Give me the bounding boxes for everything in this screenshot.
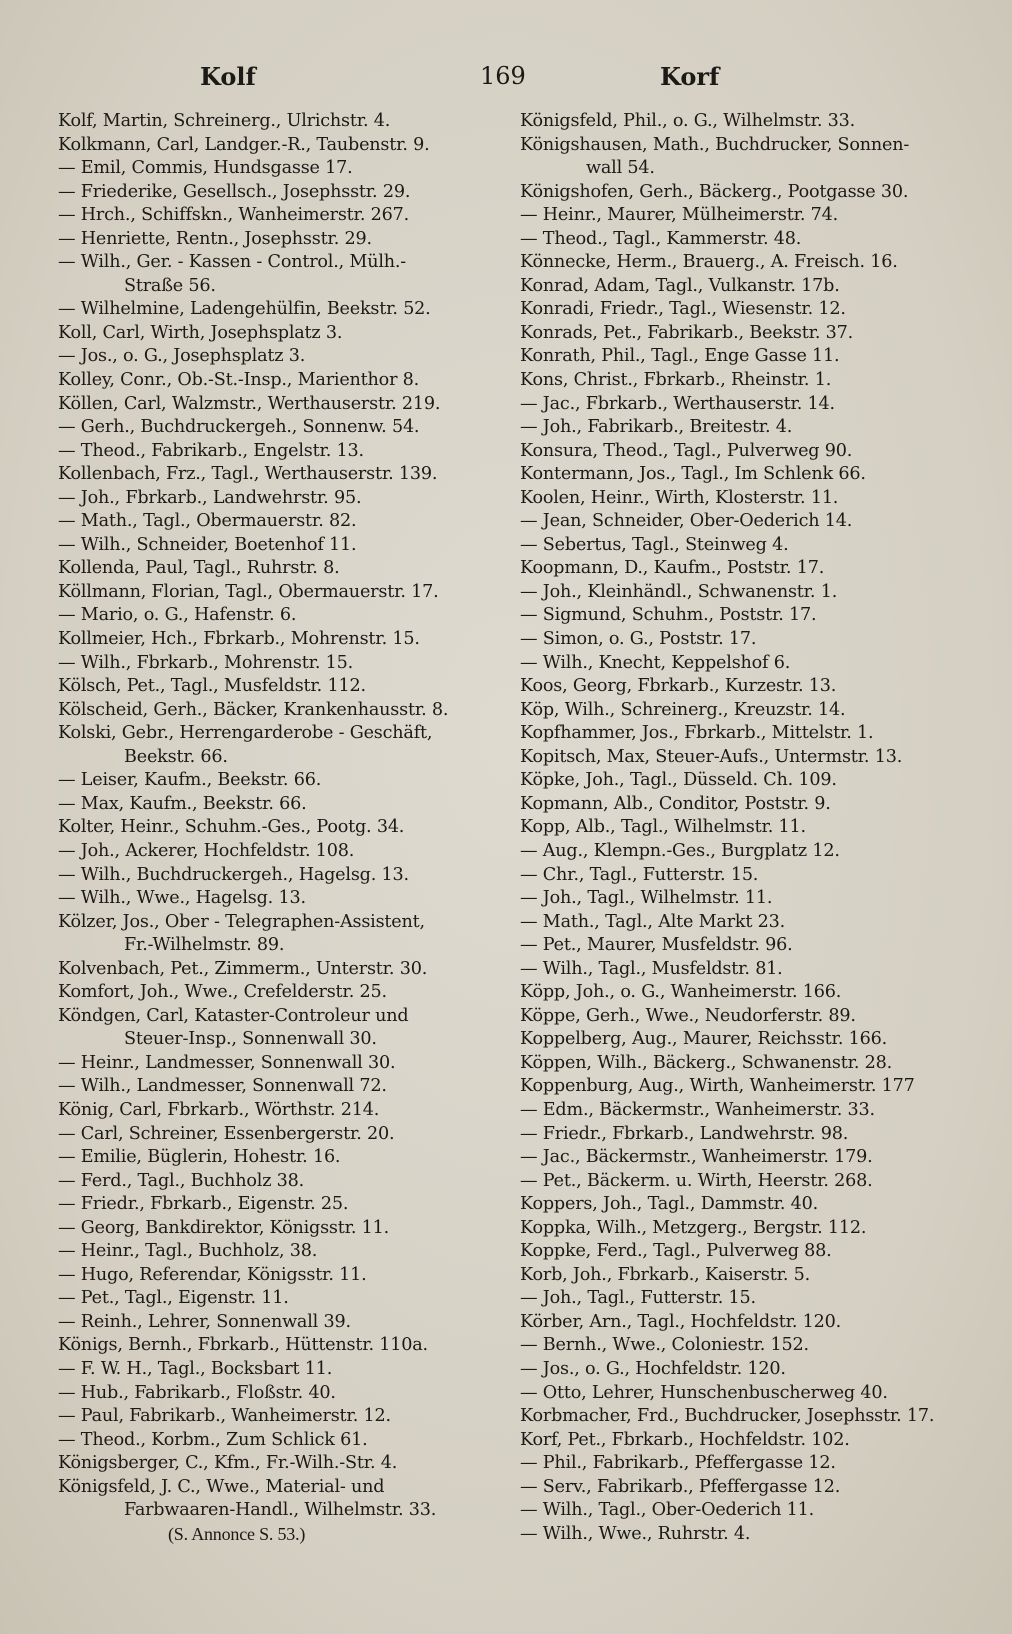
directory-entry: — Edm., Bäckermstr., Wanheimerstr. 33. [520,1099,875,1120]
directory-entry: Konsura, Theod., Tagl., Pulverweg 90. [520,440,853,461]
page-number: 169 [480,62,526,90]
directory-entry: — Ferd., Tagl., Buchholz 38. [58,1170,305,1191]
directory-entry: Kopp, Alb., Tagl., Wilhelmstr. 11. [520,817,806,838]
directory-entry: — Aug., Klempn.-Ges., Burgplatz 12. [520,840,840,861]
directory-entry: — Friederike, Gesellsch., Josephsstr. 29. [58,181,411,202]
directory-entry: — Joh., Fabrikarb., Breitestr. 4. [520,417,793,438]
directory-entry: Köpke, Joh., Tagl., Düsseld. Ch. 109. [520,770,837,791]
directory-entry: Königsberger, C., Kfm., Fr.-Wilh.-Str. 4. [58,1453,398,1474]
directory-entry: — Otto, Lehrer, Hunschenbuscherweg 40. [520,1382,888,1403]
directory-entry: — Jos., o. G., Josephsplatz 3. [58,346,306,367]
header-left-keyword: Kolf [200,62,256,91]
directory-entry: Korbmacher, Frd., Buchdrucker, Josephsstr. 17. [520,1406,935,1427]
directory-entry: — Joh., Kleinhändl., Schwanenstr. 1. [520,581,838,602]
directory-entry: — Theod., Korbm., Zum Schlick 61. [58,1429,368,1450]
directory-entry: Kolley, Conr., Ob.-St.-Insp., Marienthor 8. [58,370,420,391]
directory-entry: Königsfeld, J. C., Wwe., Material- und [58,1476,385,1497]
directory-entry: Koos, Georg, Fbrkarb., Kurzestr. 13. [520,676,837,697]
directory-entry: — Heinr., Maurer, Mülheimerstr. 74. [520,205,839,226]
directory-entry: — Hub., Fabrikarb., Floßstr. 40. [58,1382,336,1403]
directory-entry: Koppers, Joh., Tagl., Dammstr. 40. [520,1194,819,1215]
directory-entry: — Reinh., Lehrer, Sonnenwall 39. [58,1311,351,1332]
directory-entry: — Wilh., Schneider, Boetenhof 11. [58,534,357,555]
directory-entry: — Jean, Schneider, Ober-Oederich 14. [520,511,853,532]
annonce-note: (S. Annonce S. 53.) [168,1523,306,1544]
directory-entry: Köppe, Gerh., Wwe., Neudorferstr. 89. [520,1005,856,1026]
directory-entry: Konrath, Phil., Tagl., Enge Gasse 11. [520,346,840,367]
directory-entry: — Georg, Bankdirektor, Königsstr. 11. [58,1217,390,1238]
directory-entry: — Gerh., Buchdruckergeh., Sonnenw. 54. [58,417,420,438]
directory-entry: Konrad, Adam, Tagl., Vulkanstr. 17b. [520,275,840,296]
directory-entry: — Heinr., Tagl., Buchholz, 38. [58,1241,318,1262]
directory-entry: Kölsch, Pet., Tagl., Musfeldstr. 112. [58,676,366,697]
directory-entry: Köppen, Wilh., Bäckerg., Schwanenstr. 28. [520,1052,893,1073]
directory-entry: — Emil, Commis, Hundsgasse 17. [58,158,353,179]
directory-entry: Konrads, Pet., Fabrikarb., Beekstr. 37. [520,322,854,343]
directory-entry: Kontermann, Jos., Tagl., Im Schlenk 66. [520,464,866,485]
directory-entry: Kollenda, Paul, Tagl., Ruhrstr. 8. [58,558,340,579]
directory-entry: Kolter, Heinr., Schuhm.-Ges., Pootg. 34. [58,817,405,838]
directory-entry: Könnecke, Herm., Brauerg., A. Freisch. 16. [520,252,898,273]
directory-entry: — Pet., Bäckerm. u. Wirth, Heerstr. 268. [520,1170,873,1191]
directory-entry: — Leiser, Kaufm., Beekstr. 66. [58,770,322,791]
directory-entry: König, Carl, Fbrkarb., Wörthstr. 214. [58,1099,380,1120]
directory-entry: Königshofen, Gerh., Bäckerg., Pootgasse 30. [520,181,909,202]
directory-entry: — Hugo, Referendar, Königsstr. 11. [58,1264,367,1285]
directory-entry: — Theod., Fabrikarb., Engelstr. 13. [58,440,364,461]
directory-entry: Kollmeier, Hch., Fbrkarb., Mohrenstr. 15. [58,629,420,650]
directory-entry: Koppelberg, Aug., Maurer, Reichsstr. 166. [520,1029,887,1050]
directory-entry: Koll, Carl, Wirth, Josephsplatz 3. [58,322,343,343]
directory-entry: Komfort, Joh., Wwe., Crefelderstr. 25. [58,982,387,1003]
directory-entry: — Wilh., Wwe., Ruhrstr. 4. [520,1523,751,1544]
directory-entry: — Mario, o. G., Hafenstr. 6. [58,605,297,626]
directory-entry: Koppenburg, Aug., Wirth, Wanheimerstr. 177 [520,1076,915,1097]
directory-entry: — Emilie, Büglerin, Hohestr. 16. [58,1147,341,1168]
page-header [0,62,1012,102]
directory-entry: Köpp, Joh., o. G., Wanheimerstr. 166. [520,982,842,1003]
directory-entry: — Joh., Fbrkarb., Landwehrstr. 95. [58,487,362,508]
directory-entry: — Phil., Fabrikarb., Pfeffergasse 12. [520,1453,836,1474]
directory-entry: — Heinr., Landmesser, Sonnenwall 30. [58,1052,396,1073]
directory-entry: Kolvenbach, Pet., Zimmerm., Unterstr. 30. [58,958,428,979]
directory-entry: — Wilh., Tagl., Musfeldstr. 81. [520,958,783,979]
directory-entry: Koppka, Wilh., Metzgerg., Bergstr. 112. [520,1217,867,1238]
directory-entry: — Max, Kaufm., Beekstr. 66. [58,793,307,814]
directory-entry: — Sigmund, Schuhm., Poststr. 17. [520,605,817,626]
directory-entry: Straße 56. [124,275,216,296]
directory-entry: — Wilh., Fbrkarb., Mohrenstr. 15. [58,652,354,673]
directory-entry: — Sebertus, Tagl., Steinweg 4. [520,534,789,555]
directory-entry: — Joh., Ackerer, Hochfeldstr. 108. [58,840,355,861]
directory-entry: — Wilhelmine, Ladengehülfin, Beekstr. 52. [58,299,431,320]
directory-entry: — Wilh., Tagl., Ober-Oederich 11. [520,1500,815,1521]
directory-entry: — Friedr., Fbrkarb., Landwehrstr. 98. [520,1123,849,1144]
directory-entry: Kölzer, Jos., Ober - Telegraphen-Assistent, [58,911,425,932]
directory-entry: — Hrch., Schiffskn., Wanheimerstr. 267. [58,205,409,226]
directory-entry: — Pet., Tagl., Eigenstr. 11. [58,1288,289,1309]
directory-entry: — Serv., Fabrikarb., Pfeffergasse 12. [520,1476,841,1497]
directory-entry: — Wilh., Knecht, Keppelshof 6. [520,652,791,673]
left-column [58,110,498,1546]
directory-entry: — Simon, o. G., Poststr. 17. [520,629,757,650]
directory-entry: — Carl, Schreiner, Essenbergerstr. 20. [58,1123,395,1144]
directory-entry: — Joh., Tagl., Futterstr. 15. [520,1288,756,1309]
directory-entry: Königsfeld, Phil., o. G., Wilhelmstr. 33. [520,111,856,131]
directory-entry: Kopfhammer, Jos., Fbrkarb., Mittelstr. 1. [520,723,874,744]
directory-entry: — Pet., Maurer, Musfeldstr. 96. [520,935,793,956]
directory-entry: — Math., Tagl., Alte Markt 23. [520,911,786,932]
directory-entry: Köp, Wilh., Schreinerg., Kreuzstr. 14. [520,699,846,720]
directory-entry: Beekstr. 66. [124,746,228,767]
directory-entry: Köllen, Carl, Walzmstr., Werthauserstr. 219. [58,393,441,414]
directory-entry: Kolkmann, Carl, Landger.-R., Taubenstr. 9. [58,134,430,155]
directory-entry: — Joh., Tagl., Wilhelmstr. 11. [520,888,773,909]
directory-entry: — Friedr., Fbrkarb., Eigenstr. 25. [58,1194,349,1215]
directory-entry: — Wilh., Wwe., Hagelsg. 13. [58,888,306,909]
directory-entry: — Jac., Fbrkarb., Werthauserstr. 14. [520,393,835,414]
directory-entry: Kölscheid, Gerh., Bäcker, Krankenhausstr. 8. [58,699,449,720]
directory-entry: — Wilh., Ger. - Kassen - Control., Mülh.- [58,252,407,273]
directory-entry: Königshausen, Math., Buchdrucker, Sonnen- [520,134,910,155]
right-column [520,110,972,1546]
directory-entry: Köllmann, Florian, Tagl., Obermauerstr. 17. [58,581,439,602]
directory-entry: — Paul, Fabrikarb., Wanheimerstr. 12. [58,1406,391,1427]
directory-entry: Korb, Joh., Fbrkarb., Kaiserstr. 5. [520,1264,811,1285]
directory-entry: Kolf, Martin, Schreinerg., Ulrichstr. 4. [58,111,391,131]
directory-entry: — Jac., Bäckermstr., Wanheimerstr. 179. [520,1147,873,1168]
directory-entry: Kolski, Gebr., Herrengarderobe - Geschäft, [58,723,433,744]
directory-entry: Kollenbach, Frz., Tagl., Werthauserstr. 139. [58,464,438,485]
directory-entry: — F. W. H., Tagl., Bocksbart 11. [58,1358,333,1379]
directory-entry: Köndgen, Carl, Kataster-Controleur und [58,1005,409,1026]
directory-entry: — Jos., o. G., Hochfeldstr. 120. [520,1358,786,1379]
directory-entry: Königs, Bernh., Fbrkarb., Hüttenstr. 110a. [58,1335,428,1356]
directory-entry: — Theod., Tagl., Kammerstr. 48. [520,228,802,249]
directory-entry: Fr.-Wilhelmstr. 89. [124,935,285,956]
directory-entry: Steuer-Insp., Sonnenwall 30. [124,1029,377,1050]
directory-entry: Kopmann, Alb., Conditor, Poststr. 9. [520,793,831,814]
header-right-keyword: Korf [660,62,720,91]
directory-entry: — Bernh., Wwe., Coloniestr. 152. [520,1335,809,1356]
directory-entry: Farbwaaren-Handl., Wilhelmstr. 33. [124,1500,437,1521]
directory-entry: wall 54. [586,158,655,179]
directory-entry: Koppke, Ferd., Tagl., Pulverweg 88. [520,1241,832,1262]
directory-entry: Koolen, Heinr., Wirth, Klosterstr. 11. [520,487,839,508]
directory-entry: — Wilh., Buchdruckergeh., Hagelsg. 13. [58,864,409,885]
directory-entry: Körber, Arn., Tagl., Hochfeldstr. 120. [520,1311,842,1332]
directory-entry: Konradi, Friedr., Tagl., Wiesenstr. 12. [520,299,846,320]
directory-entry: Kons, Christ., Fbrkarb., Rheinstr. 1. [520,370,832,391]
directory-entry: Koopmann, D., Kaufm., Poststr. 17. [520,558,825,579]
directory-entry: Korf, Pet., Fbrkarb., Hochfeldstr. 102. [520,1429,850,1450]
directory-entry: — Chr., Tagl., Futterstr. 15. [520,864,759,885]
directory-entry: — Math., Tagl., Obermauerstr. 82. [58,511,357,532]
directory-entry: Kopitsch, Max, Steuer-Aufs., Untermstr. 13. [520,746,903,767]
directory-entry: — Wilh., Landmesser, Sonnenwall 72. [58,1076,387,1097]
directory-entry: — Henriette, Rentn., Josephsstr. 29. [58,228,372,249]
